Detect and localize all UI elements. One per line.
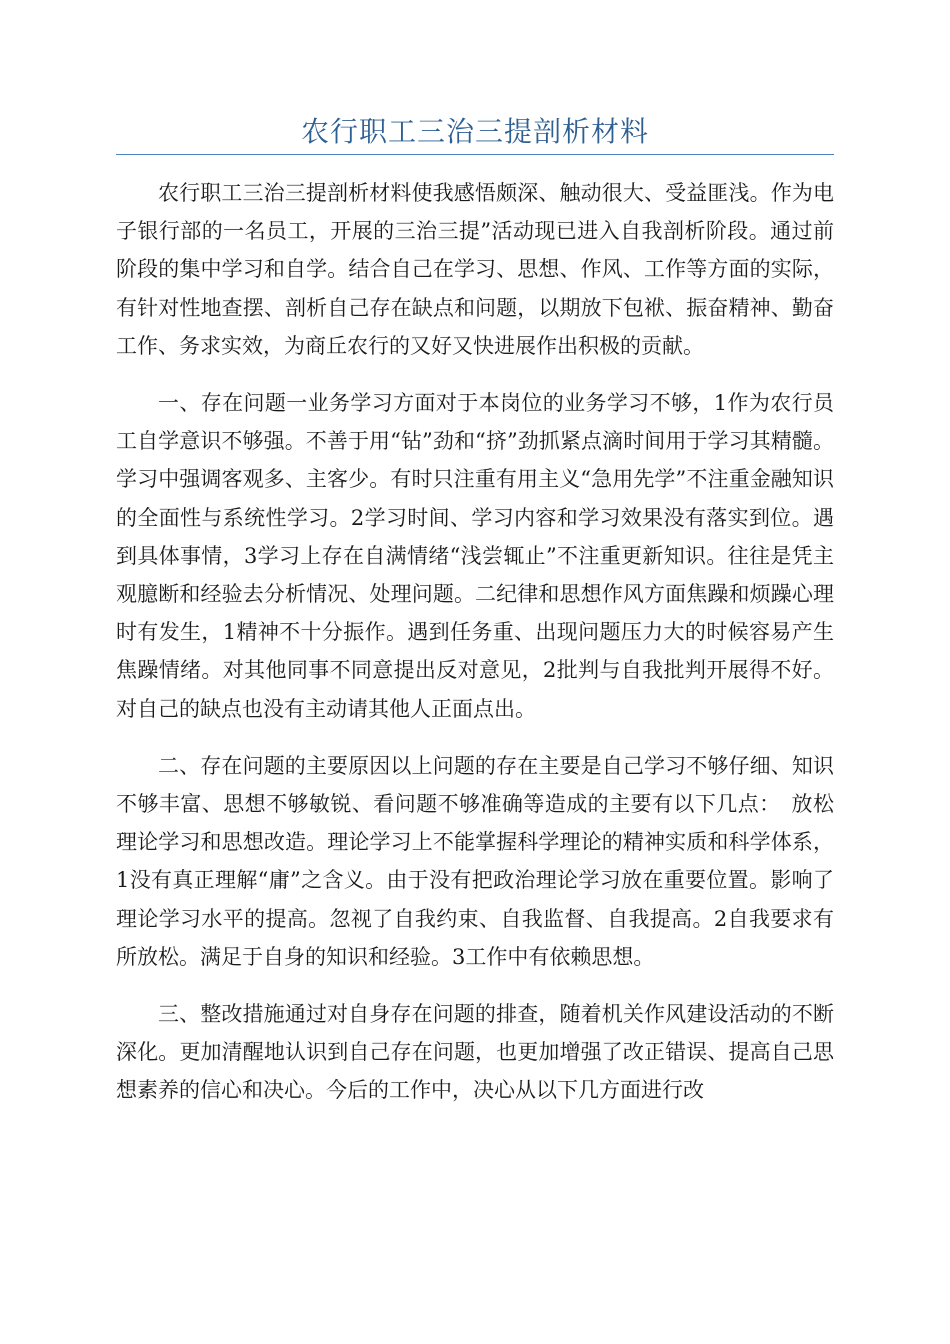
paragraph-causes: 二、存在问题的主要原因以上问题的存在主要是自己学习不够仔细、知识不够丰富、思想不够敏锐、看问题不够准确等造成的主要有以下几点： 放松理论学习和思想改造。理论学习上不能掌握科学理论的精神实质和科学体系，1没有真正理解“庸”之含义。由于没有把政治理论学习放在重要位置。影响了理论学习水平的提高。忽视了自我约束、自我监督、自我提高。2自我要求有所放松。满足于自身的知识和经验。3工作中有依赖思想。 — [116, 753, 834, 969]
paragraph-intro: 农行职工三治三提剖析材料使我感悟颇深、触动很大、受益匪浅。作为电子银行部的一名员工，开展的三治三提”活动现已进入自我剖析阶段。通过前阶段的集中学习和自学。结合自己在学习、思想、作风、工作等方面的实际，有针对性地查摆、剖析自己存在缺点和问题，以期放下包袱、振奋精神、勤奋工作、务求实效，为商丘农行的又好又快进展作出积极的贡献。 — [116, 181, 834, 358]
title-underline — [116, 154, 834, 155]
paragraph-measures: 三、整改措施通过对自身存在问题的排查，随着机关作风建设活动的不断深化。更加清醒地认识到自己存在问题，也更加增强了改正错误、提高自己思想素养的信心和决心。今后的工作中，决心从以下几方面进行改 — [116, 1002, 834, 1103]
paragraph-problems: 一、存在问题一业务学习方面对于本岗位的业务学习不够，1作为农行员工自学意识不够强。不善于用“钻”劲和“挤”劲抓紧点滴时间用于学习其精髓。学习中强调客观多、主客少。有时只注重有用主义“急用先学”不注重金融知识的全面性与系统性学习。2学习时间、学习内容和学习效果没有落实到位。遇到具体事情，3学习上存在自满情绪“浅尝辄止”不注重更新知识。往往是凭主观臆断和经验去分析情况、处理问题。二纪律和思想作风方面焦躁和烦躁心理时有发生，1精神不十分振作。遇到任务重、出现问题压力大的时候容易产生焦躁情绪。对其他同事不同意提出反对意见，2批判与自我批判开展得不好。对自己的缺点也没有主动请其他人正面点出。 — [116, 391, 834, 721]
document-title: 农行职工三治三提剖析材料 — [300, 115, 649, 148]
document-body — [116, 174, 834, 1129]
